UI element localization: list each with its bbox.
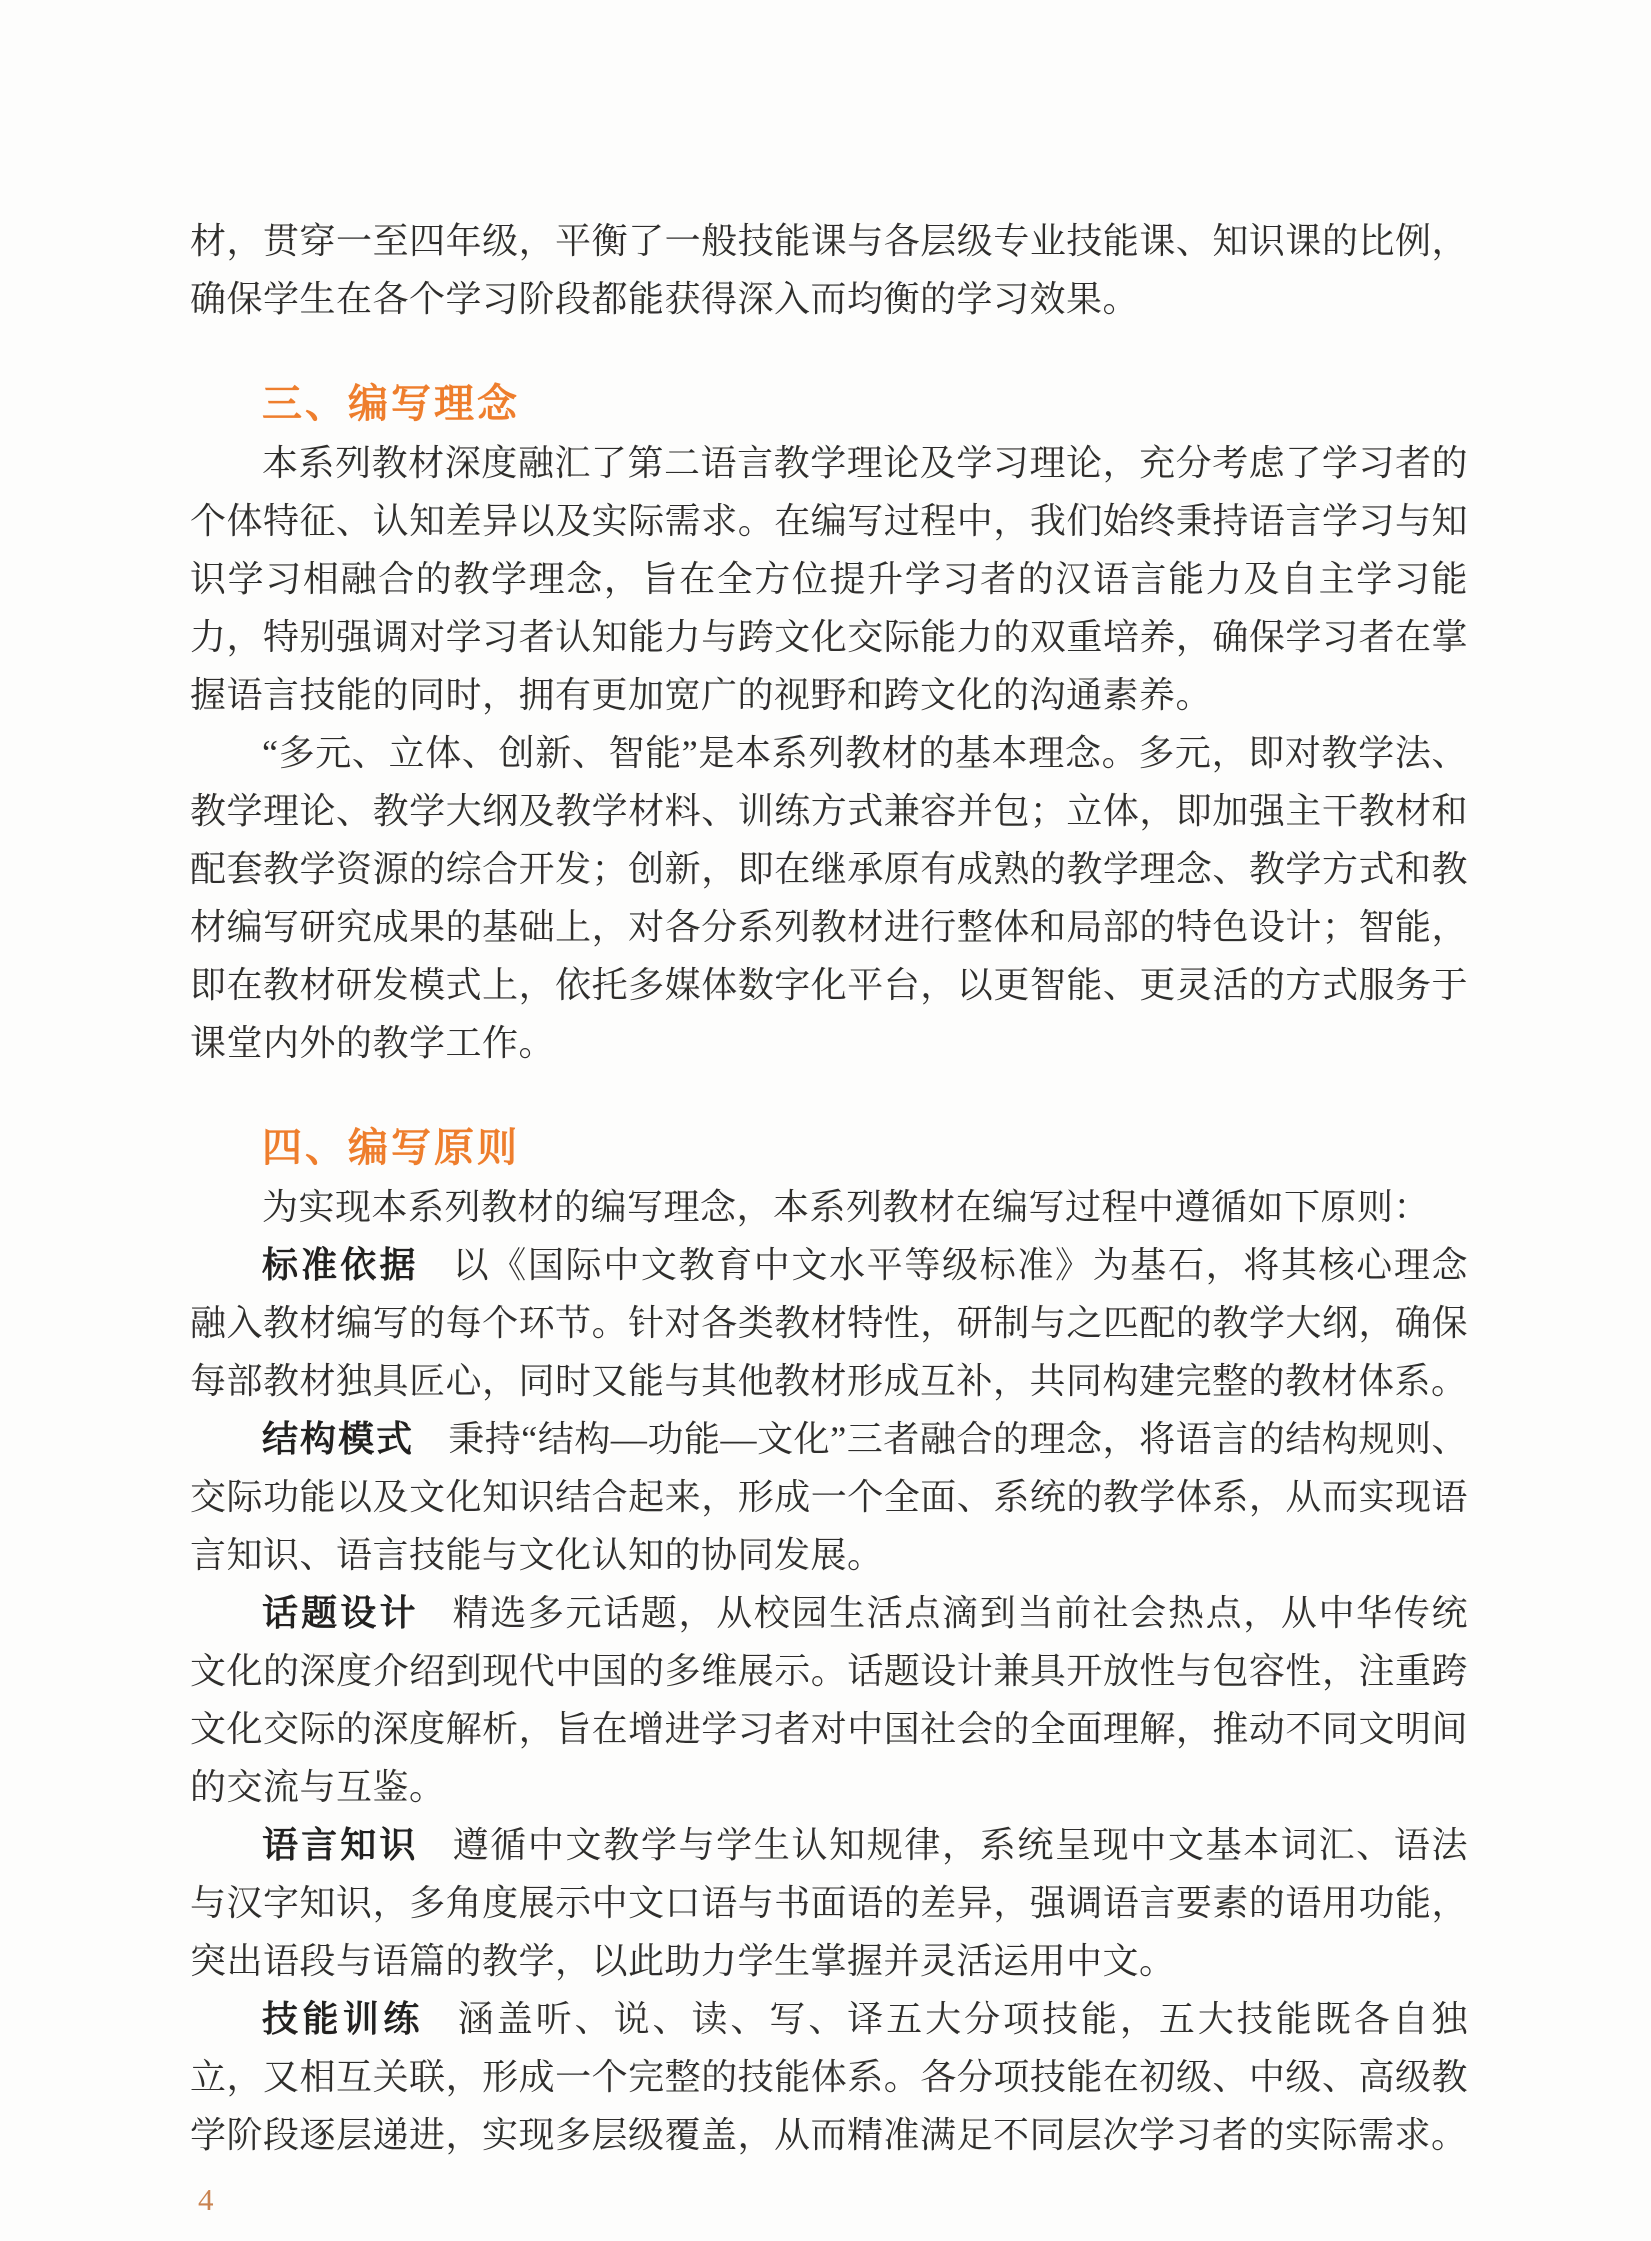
paragraph-labeled	[190, 1410, 1468, 1584]
paragraph-text: 以《国际中文教育中文水平等级标准》为基石，将其核心理念融入教材编写的每个环节。针对各类教材特性，研制与之匹配的教学大纲，确保每部教材独具匠心，同时又能与其他教材形成互补，共同构建完整的教材体系。	[190, 1245, 1468, 1401]
paragraph-label: 语言知识	[262, 1824, 419, 1865]
page-content	[190, 212, 1468, 2218]
paragraph-label: 话题设计	[262, 1592, 419, 1633]
paragraph-labeled	[190, 1584, 1468, 1816]
paragraph-text: 遵循中文教学与学生认知规律，系统呈现中文基本词汇、语法与汉字知识，多角度展示中文口语与书面语的差异，强调语言要素的语用功能，突出语段与语篇的教学，以此助力学生掌握并灵活运用中文。	[190, 1825, 1468, 1981]
paragraph-text: 精选多元话题，从校园生活点滴到当前社会热点，从中华传统文化的深度介绍到现代中国的多维展示。话题设计兼具开放性与包容性，注重跨文化交际的深度解析，旨在增进学习者对中国社会的全面理解，推动不同文明间的交流与互鉴。	[190, 1593, 1468, 1807]
paragraph: “多元、立体、创新、智能”是本系列教材的基本理念。多元，即对教学法、教学理论、教学大纲及教学材料、训练方式兼容并包；立体，即加强主干教材和配套教学资源的综合开发；创新，即在继承原有成熟的教学理念、教学方式和教材编写研究成果的基础上，对各分系列教材进行整体和局部的特色设计；智能，即在教材研发模式上，依托多媒体数字化平台，以更智能、更灵活的方式服务于课堂内外的教学工作。	[190, 733, 1468, 1063]
paragraph-text: 涵盖听、说、读、写、译五大分项技能，五大技能既各自独立，又相互关联，形成一个完整的技能体系。各分项技能在初级、中级、高级教学阶段逐层递进，实现多层级覆盖，从而精准满足不同层次学习者的实际需求。	[190, 1999, 1468, 2155]
section-heading-3: 三、编写理念	[262, 382, 520, 426]
paragraph-labeled	[190, 1236, 1468, 1410]
paragraph-labeled	[190, 1816, 1468, 1990]
paragraph-label: 结构模式	[262, 1418, 415, 1459]
section-heading-4: 四、编写原则	[262, 1126, 520, 1170]
paragraph-labeled	[190, 1990, 1468, 2164]
paragraph-text: 秉持“结构—功能—文化”三者融合的理念，将语言的结构规则、交际功能以及文化知识结合起来，形成一个全面、系统的教学体系，从而实现语言知识、语言技能与文化认知的协同发展。	[190, 1419, 1468, 1575]
paragraph-label: 技能训练	[262, 1998, 424, 2039]
paragraph: 为实现本系列教材的编写理念，本系列教材在编写过程中遵循如下原则：	[262, 1187, 1431, 1227]
paragraph-continuation: 材，贯穿一至四年级，平衡了一般技能课与各层级专业技能课、知识课的比例，确保学生在各个学习阶段都能获得深入而均衡的学习效果。	[190, 221, 1468, 319]
paragraph: 本系列教材深度融汇了第二语言教学理论及学习理论，充分考虑了学习者的个体特征、认知差异以及实际需求。在编写过程中，我们始终秉持语言学习与知识学习相融合的教学理念，旨在全方位提升学习者的汉语言能力及自主学习能力，特别强调对学习者认知能力与跨文化交际能力的双重培养，确保学习者在掌握语言技能的同时，拥有更加宽广的视野和跨文化的沟通素养。	[190, 443, 1468, 715]
paragraph-label: 标准依据	[262, 1244, 419, 1285]
page-number: 4	[198, 2182, 214, 2217]
